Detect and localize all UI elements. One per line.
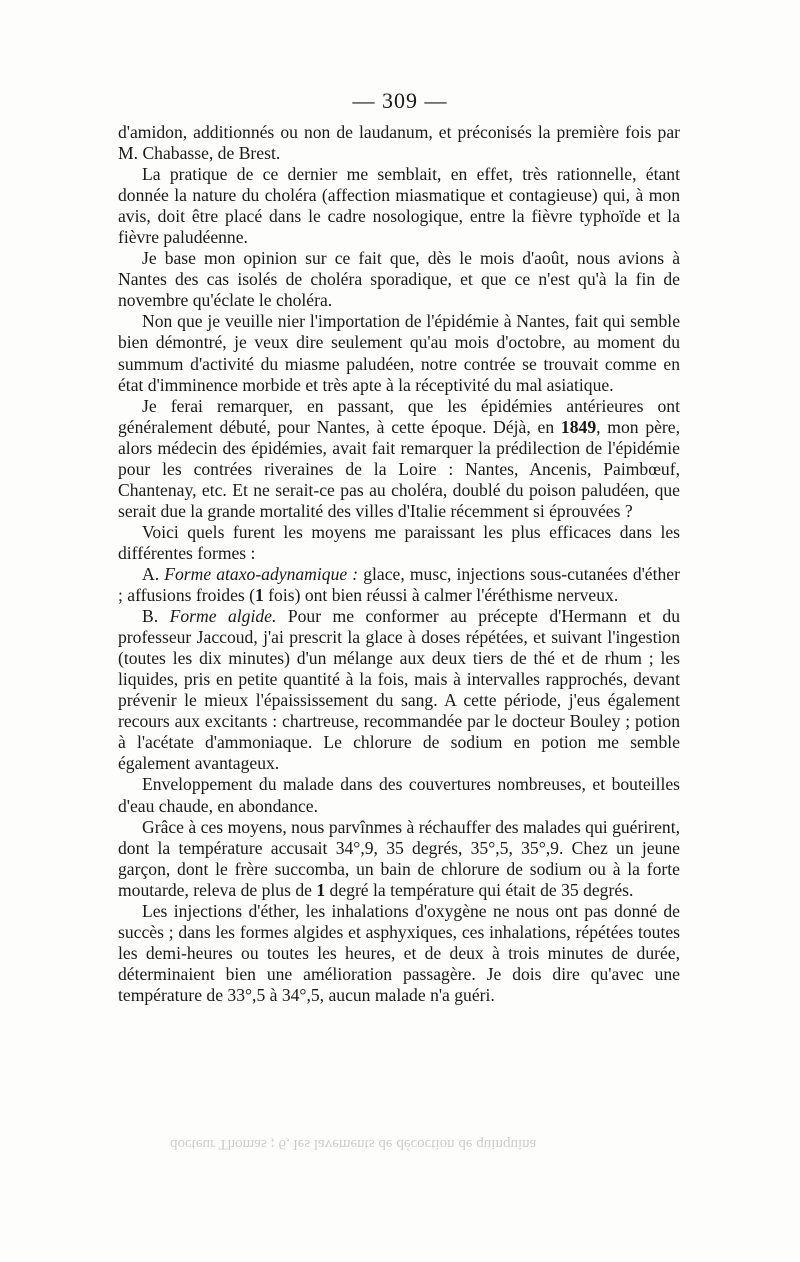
text-run: Je base mon opinion sur ce fait que, dès le mois d'août, nous avions à Nantes des cas isolés de choléra sporadique, et que ce n'est qu'à la fin de novembre qu'éclate le choléra.	[118, 248, 680, 311]
text-run: fois) ont bien réussi à calmer l'éréthisme nerveux.	[263, 585, 619, 606]
body-text	[118, 122, 680, 1006]
paragraph	[118, 396, 680, 522]
paragraph	[118, 564, 680, 606]
paragraph	[118, 311, 680, 395]
bold-text: 1	[316, 879, 326, 900]
bold-text: 1	[254, 585, 264, 606]
text-run: La pratique de ce dernier me semblait, en effet, très rationnelle, étant donnée la nature du choléra (affection miasmatique et contagieuse) qui, à mon avis, doit être placé dans le cadre nosologique, entre la fièvre typhoïde et la fièvre paludéenne.	[118, 164, 680, 248]
text-run: Enveloppement du malade dans des couvertures nombreuses, et bouteilles d'eau chaude, en abondance.	[118, 774, 680, 816]
text-run: degré la température qui était de 35 degrés.	[325, 879, 634, 900]
paragraph	[118, 122, 680, 164]
text-run: A.	[142, 563, 165, 584]
bleed-through-text: docteur Thomas ; 6, les lavements de décoction de quinquina	[170, 1136, 537, 1152]
paragraph	[118, 774, 680, 816]
text-run: Grâce à ces moyens, nous parvînmes à réchauffer des malades qui guérirent, dont la température accusait 34°,9, 35 degrés, 35°,5, 35°,9. Chez un jeune garçon, dont le frère succomba, un bain de chlorure de sodium ou à la forte moutarde, releva de plus de	[118, 816, 680, 900]
text-run: Pour me conformer au précepte d'Hermann et du professeur Jaccoud, j'ai prescrit la glace à doses répétées, et suivant l'ingestion (toutes les dix minutes) d'un mélange aux deux tiers de thé et de rhum ; les liquides, pris en petite quantité à la fois, mais à intervalles rapprochés, devant prévenir le mieux l'épaississement du sang. A cette période, j'eus également recours aux excitants : chartreuse, recommandée par le docteur Bouley ; potion à l'acétate d'ammoniaque. Le chlorure de sodium en potion me semble également avantageux.	[118, 606, 680, 774]
text-run: , mon père, alors médecin des épidémies, avait fait remarquer la prédilection de l'épidémie pour les contrées riveraines de la Loire : Nantes, Ancenis, Paimbœuf, Chantenay, etc. Et ne serait-ce pas au choléra, doublé du poison paludéen, que serait due la grande mortalité des villes d'Italie récemment si éprouvées ?	[118, 416, 680, 521]
italic-text: Forme algide.	[169, 606, 277, 627]
paragraph	[118, 817, 680, 901]
paragraph	[118, 606, 680, 774]
text-run: Les injections d'éther, les inhalations d'oxygène ne nous ont pas donné de succès ; dans les formes algides et asphyxiques, ces inhalations, répétées toutes les demi-heures ou toutes les heures, et de deux à trois minutes de durée, déterminaient bien une amélioration passagère. Je dois dire qu'avec une température de 33°,5 à 34°,5, aucun malade n'a guéri.	[118, 900, 680, 1005]
paragraph	[118, 901, 680, 1006]
bold-text: 1849	[560, 416, 597, 437]
page-number: — 309 —	[352, 88, 448, 113]
italic-text: Forme ataxo-adynamique :	[164, 563, 359, 584]
text-run: B.	[142, 606, 170, 627]
text-run: glace, musc, injections sous-cutanées d'éther ; affusions froides (	[118, 563, 680, 606]
text-run: Non que je veuille nier l'importation de l'épidémie à Nantes, fait qui semble bien démontré, je veux dire seulement qu'au mois d'octobre, au moment du summum d'activité du miasme paludéen, notre contrée se trouvait comme en état d'imminence morbide et très apte à la réceptivité du mal asiatique.	[118, 311, 680, 395]
paragraph	[118, 522, 680, 564]
text-run: Voici quels furent les moyens me paraissant les plus efficaces dans les différentes formes :	[118, 521, 680, 563]
paragraph	[118, 164, 680, 248]
text-run: d'amidon, additionnés ou non de laudanum, et préconisés la première fois par M. Chabasse, de Brest.	[118, 122, 680, 164]
paragraph	[118, 248, 680, 311]
text-run: Je ferai remarquer, en passant, que les épidémies antérieures ont généralement débuté, pour Nantes, à cette époque. Déjà, en	[118, 395, 680, 437]
